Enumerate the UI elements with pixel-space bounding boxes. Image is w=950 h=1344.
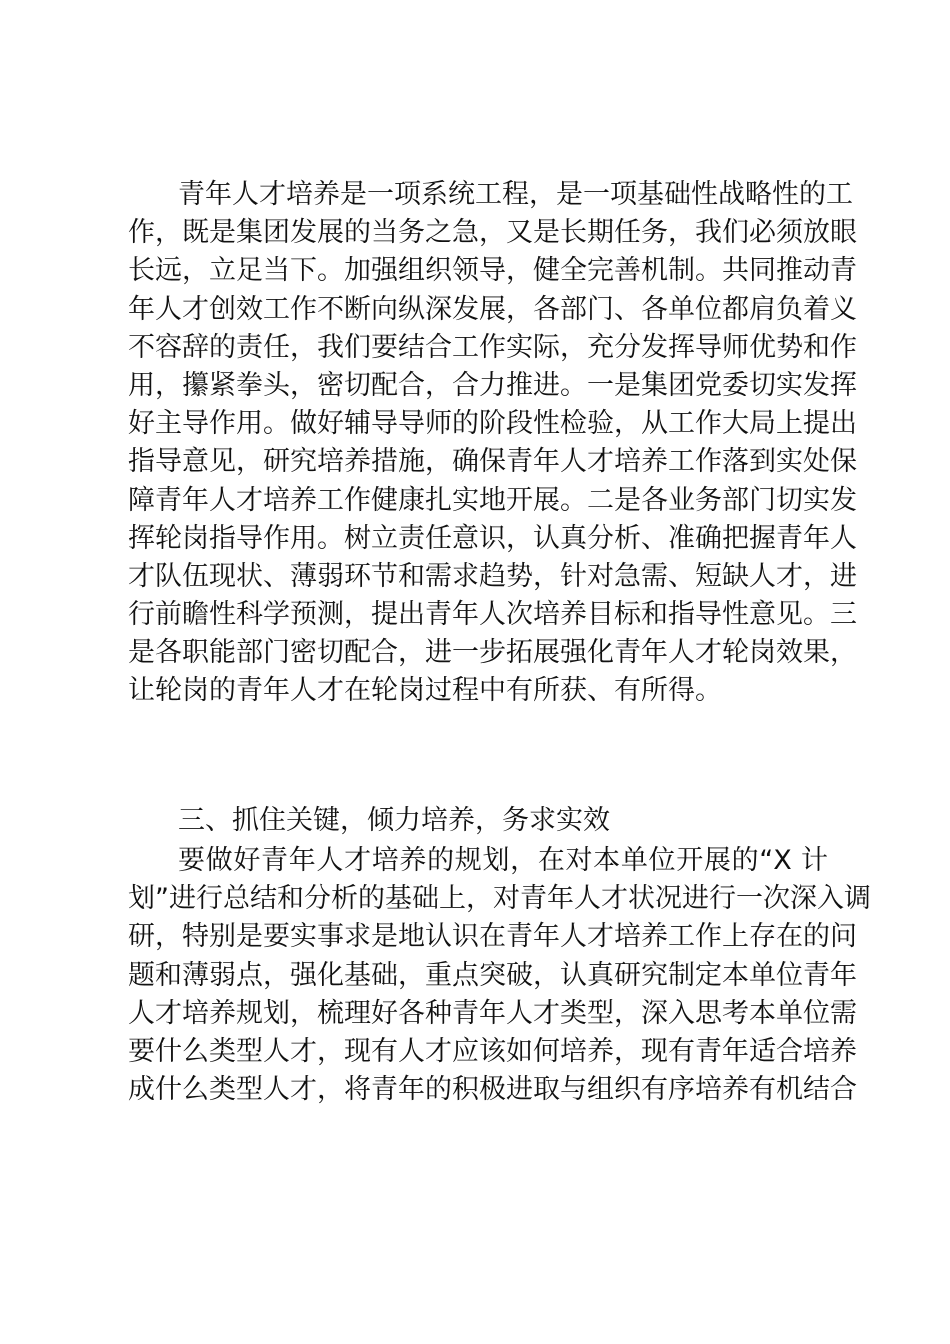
paragraph-1-line: 让轮岗的青年人才在轮岗过程中有所获、有所得。 <box>128 675 722 707</box>
paragraph-1-line: 年人才创效工作不断向纵深发展，各部门、各单位都肩负着义 <box>128 293 857 325</box>
paragraph-2-line: 研，特别是要实事求是地认识在青年人才培养工作上存在的问 <box>128 921 857 953</box>
paragraph-1-line: 指导意见，研究培养措施，确保青年人才培养工作落到实处保 <box>128 446 857 478</box>
paragraph-1-line: 才队伍现状、薄弱环节和需求趋势，针对急需、短缺人才，进 <box>128 560 857 592</box>
paragraph-1-line: 是各职能部门密切配合，进一步拓展强化青年人才轮岗效果， <box>128 637 857 669</box>
paragraph-1-line: 青年人才培养是一项系统工程，是一项基础性战略性的工 <box>178 179 853 210</box>
paragraph-1-line: 行前瞻性科学预测，提出青年人次培养目标和指导性意见。三 <box>128 599 857 631</box>
paragraph-1-line: 作，既是集团发展的当务之急，又是长期任务，我们必须放眼 <box>128 217 857 249</box>
paragraph-1-line: 好主导作用。做好辅导导师的阶段性检验，从工作大局上提出 <box>128 408 857 440</box>
paragraph-1-line: 不容辞的责任，我们要结合工作实际，充分发挥导师优势和作 <box>128 331 857 363</box>
paragraph-1 <box>128 176 857 711</box>
section-heading-text: 三、抓住关键，倾力培养，务求实效 <box>178 805 610 836</box>
paragraph-2-line: 要什么类型人才，现有人才应该如何培养，现有青年适合培养 <box>128 1035 857 1067</box>
paragraph-2 <box>128 842 871 1109</box>
paragraph-2-line: 成什么类型人才，将青年的积极进取与组织有序培养有机结合 <box>128 1074 857 1106</box>
paragraph-1-line: 挥轮岗指导作用。树立责任意识，认真分析、准确把握青年人 <box>128 522 857 554</box>
paragraph-2-line: 题和薄弱点，强化基础，重点突破，认真研究制定本单位青年 <box>128 959 857 991</box>
paragraph-1-line: 障青年人才培养工作健康扎实地开展。二是各业务部门切实发 <box>128 484 857 516</box>
paragraph-1-line: 用，攥紧拳头，密切配合，合力推进。一是集团党委切实发挥 <box>128 369 857 401</box>
paragraph-2-line: 划”进行总结和分析的基础上，对青年人才状况进行一次深入调 <box>128 883 871 915</box>
paragraph-2-line: 人才培养规划，梳理好各种青年人才类型，深入思考本单位需 <box>128 997 857 1029</box>
section-heading <box>128 802 828 840</box>
paragraph-2-line: 要做好青年人才培养的规划，在对本单位开展的“X 计 <box>178 845 828 876</box>
paragraph-1-line: 长远，立足当下。加强组织领导，健全完善机制。共同推动青 <box>128 255 857 287</box>
